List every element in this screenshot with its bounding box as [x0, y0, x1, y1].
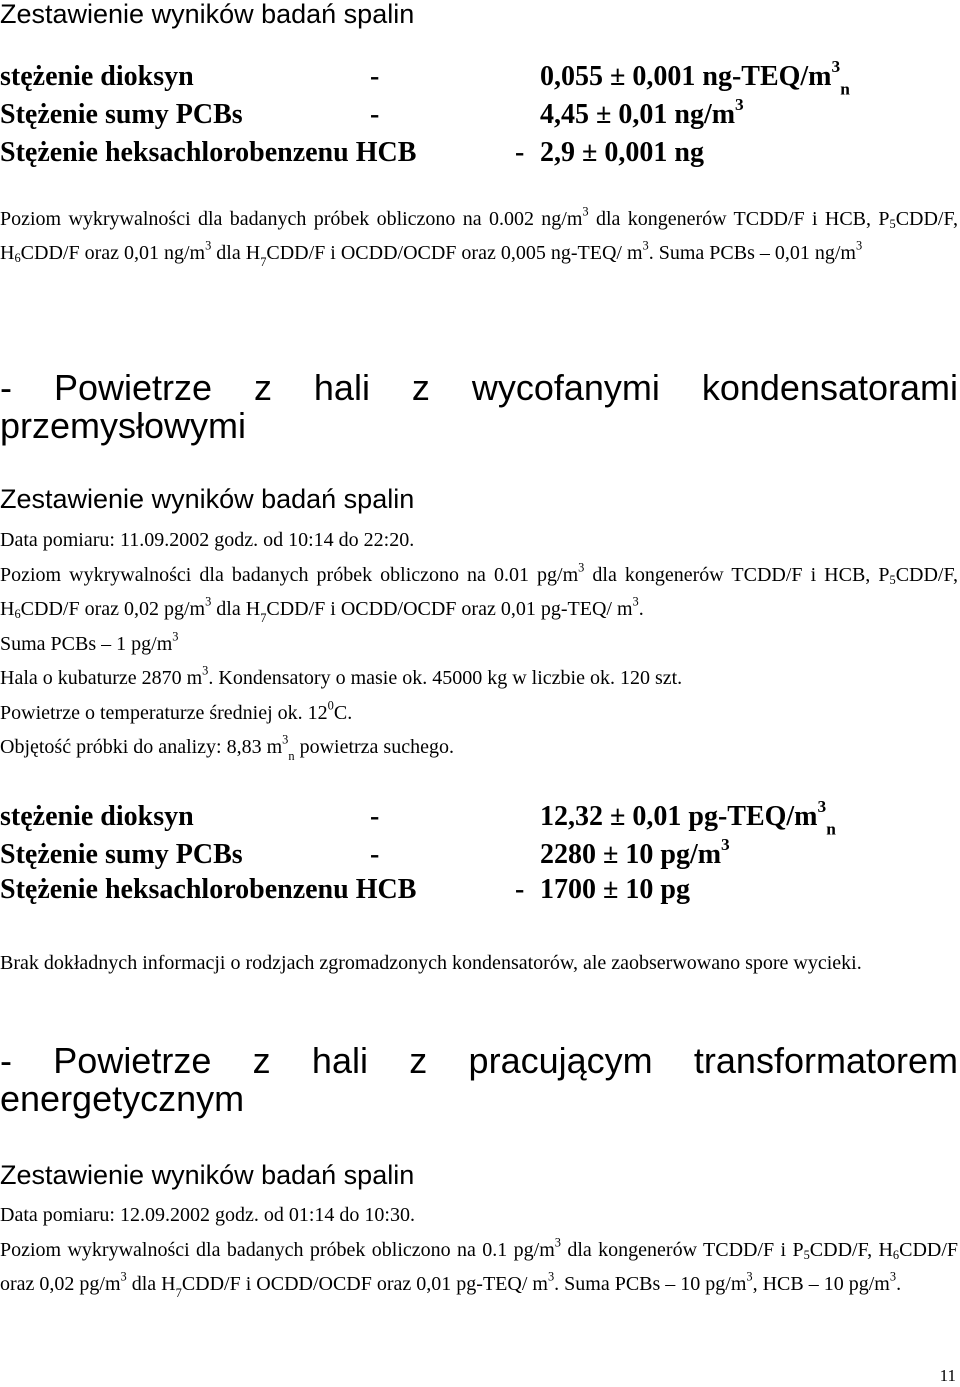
results-table — [0, 58, 958, 172]
result-name: Stężenie heksachlorobenzenu HCB — [0, 137, 417, 168]
result-dash: - — [370, 99, 380, 130]
section-heading: Zestawienie wyników badań spalin — [0, 0, 415, 29]
pcb-detection-limit: Suma PCBs – 1 $pg/m^3$ — [0, 629, 179, 655]
result-dash: - — [515, 137, 525, 168]
result-value: 2280 ± 10 $pg/m^3$ — [540, 834, 730, 870]
measurement-info — [0, 523, 958, 765]
section-heading: Zestawienie wyników badań spalin — [0, 484, 415, 514]
detection-limit-paragraph: Poziom wykrywalności dla badanych próbek obliczono na 0.01 $pg/m^3$ dla kongenerów TCDD/F i HCB, $P_5CDD/F$, $H_6CDD/F$ oraz 0,02 $pg/m^3$ dla $H_7CDD/F$ i OCDD/OCDF oraz 0,01 pg-TEQ/ $m^3$. — [0, 560, 958, 625]
result-row — [0, 836, 958, 874]
detection-limit-paragraph: Poziom wykrywalności dla badanych próbek obliczono na 0.1 $pg/m^3$ dla kongenerów TCDD/F i $P_5CDD/F$, $H_6CDD/F$ oraz 0,02 $pg/m^3$ dla $H_7CDD/F$ i OCDD/OCDF oraz 0,01 pg-TEQ/ $m^3$. Suma PCBs – 10 $pg/m^3$, HCB – 10 $pg/m^3$. — [0, 1235, 959, 1300]
result-value: 0,055 ± 0,001 $ng-TEQ/m^3_n$ — [540, 56, 850, 99]
hall-info: Hala o kubaturze 2870 $m^3$. Kondensatory o masie ok. 45000 kg w liczbie ok. 120 szt. — [0, 663, 683, 689]
results-table — [0, 798, 958, 912]
air-temperature: Powietrze o temperaturze średniej ok. $12^0C$. — [0, 698, 353, 724]
result-dash: - — [370, 839, 380, 870]
sample-volume: Objętość próbki do analizy: 8,83 $m^3_n$ powietrza suchego. — [0, 732, 454, 763]
result-value: 12,32 ± 0,01 $pg-TEQ/m^3_n$ — [540, 796, 836, 839]
section-heading: Zestawienie wyników badań spalin — [0, 1160, 415, 1190]
result-row — [0, 871, 958, 909]
measurement-date: Data pomiaru: 11.09.2002 godz. od 10:14 do 22:20. — [0, 529, 415, 551]
measurement-date: Data pomiaru: 12.09.2002 godz. od 01:14 do 10:30. — [0, 1204, 415, 1226]
result-name: Stężenie sumy PCBs — [0, 99, 243, 130]
result-row — [0, 134, 958, 172]
measurement-info — [0, 1198, 958, 1302]
observation-note: Brak dokładnych informacji o rodzjach zgromadzonych kondensatorów, ale zaobserwowano spore wycieki. — [0, 952, 862, 974]
result-name: Stężenie heksachlorobenzenu HCB — [0, 874, 417, 905]
result-row — [0, 96, 958, 134]
result-name: Stężenie sumy PCBs — [0, 839, 243, 870]
detection-limit-paragraph: Poziom wykrywalności dla badanych próbek obliczono na 0.002 $ng/m^3$ dla kongenerów TCDD/F i HCB, $P_5CDD/F$, $H_6CDD/F$ oraz 0,01 $ng/m^3$ dla $H_7CDD/F$ i OCDD/OCDF oraz 0,005 ng-TEQ/ $m^3$. Suma PCBs – 0,01 $ng/m^3$ — [0, 204, 958, 269]
result-value: 4,45 ± 0,01 $ng/m^3$ — [540, 94, 744, 130]
result-row — [0, 796, 958, 839]
section-title: - Powietrze z hali z wycofanymi kondensatorami przemysłowymi — [0, 367, 958, 446]
result-value: 2,9 ± 0,001 ng — [540, 137, 704, 168]
page-number: 11 — [939, 1366, 956, 1385]
section-title: - Powietrze z hali z pracującym transformatorem energetycznym — [0, 1040, 958, 1119]
result-dash: - — [370, 61, 380, 92]
result-row — [0, 56, 958, 99]
result-name: stężenie dioksyn — [0, 61, 194, 92]
result-name: stężenie dioksyn — [0, 801, 194, 832]
result-value: 1700 ± 10 pg — [540, 874, 690, 905]
result-dash: - — [515, 874, 525, 905]
result-dash: - — [370, 801, 380, 832]
